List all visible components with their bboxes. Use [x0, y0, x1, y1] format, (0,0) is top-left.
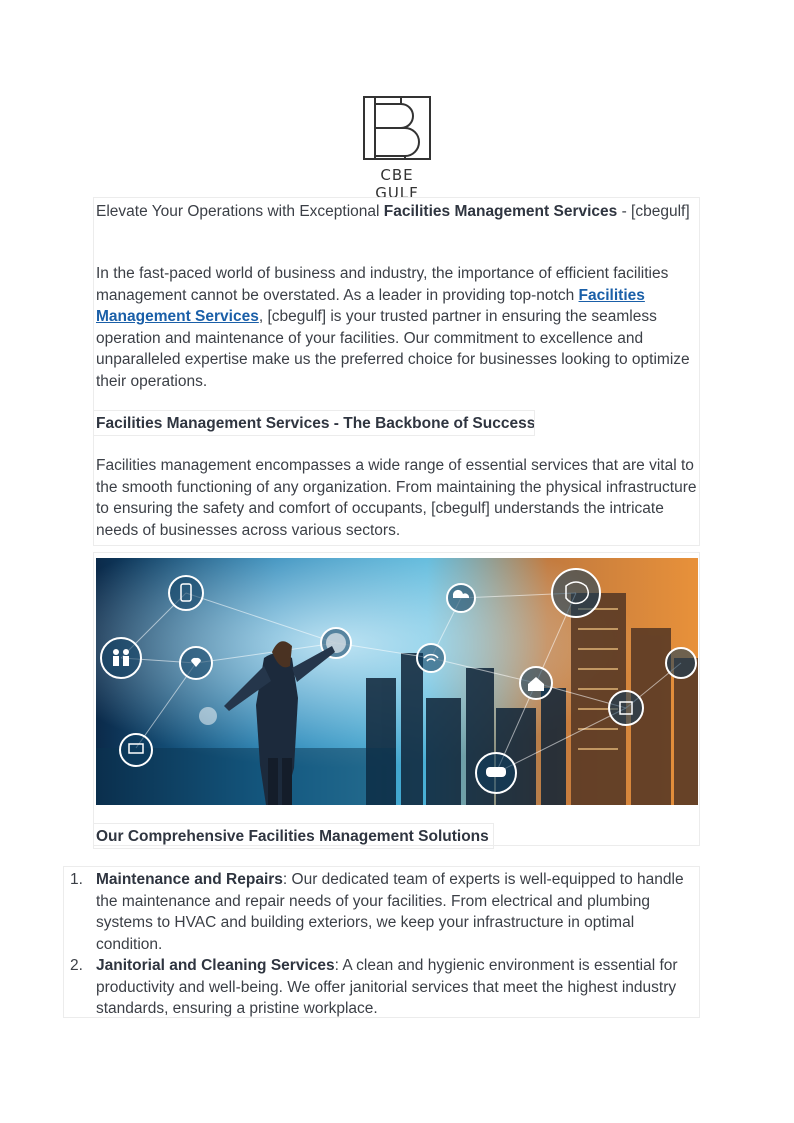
- list-item-number: 1.: [70, 871, 83, 888]
- document-title: [96, 201, 702, 223]
- list-item-maintenance: [96, 869, 696, 955]
- heading-frame: [93, 823, 494, 849]
- logo-text: CBE GULF: [375, 166, 419, 202]
- list-item-number: 2.: [70, 957, 83, 974]
- list-item-text: : Our dedicated team of experts is well-equipped to handle the maintenance and repair needs of your facilities. From electrical and plumbing systems to HVAC and building exteriors, we keep your infrastructure in optimal condition.: [96, 871, 684, 953]
- title-bold: Facilities Management Services: [383, 203, 618, 220]
- title-suffix: - [cbegulf]: [617, 203, 690, 220]
- facilities-management-link[interactable]: Facilities Management Services: [96, 286, 645, 325]
- section-heading-backbone: Facilities Management Services - The Backbone of Success: [96, 415, 536, 432]
- cbe-gulf-logo: [358, 94, 436, 202]
- image-block-frame: [93, 552, 700, 846]
- logo-mark-icon: [361, 94, 433, 162]
- list-item-text: : A clean and hygienic environment is essential for productivity and well-being. We offer janitorial services that meet the highest industry standards, ensuring a pristine workplace.: [96, 957, 678, 1017]
- list-item-title: Maintenance and Repairs: [96, 871, 283, 888]
- title-prefix: Elevate Your Operations with Exceptional: [96, 203, 384, 220]
- intro-text-after: , [cbegulf] is your trusted partner in ensuring the seamless operation and maintenance of your facilities. Our commitment to excellence and unparalleled expertise make us the preferred choice for businesses looking to optimize their operations.: [96, 308, 690, 390]
- intro-text-before: In the fast-paced world of business and industry, the importance of efficient facilities management cannot be overstated. As a leader in providing top-notch: [96, 265, 669, 304]
- heading-frame: [93, 410, 535, 436]
- section-heading-solutions: Our Comprehensive Facilities Management Solutions: [96, 828, 489, 845]
- intro-paragraph: [96, 263, 702, 392]
- list-item-title: Janitorial and Cleaning Services: [96, 957, 335, 974]
- list-item-janitorial: [96, 955, 696, 1020]
- section-paragraph-backbone: Facilities management encompasses a wide range of essential services that are vital to the smooth functioning of any organization. From maintaining the physical infrastructure to ensuring the safety and comfort of occupants, [cbegulf] understands the intricate needs of businesses across various sectors.: [96, 457, 697, 539]
